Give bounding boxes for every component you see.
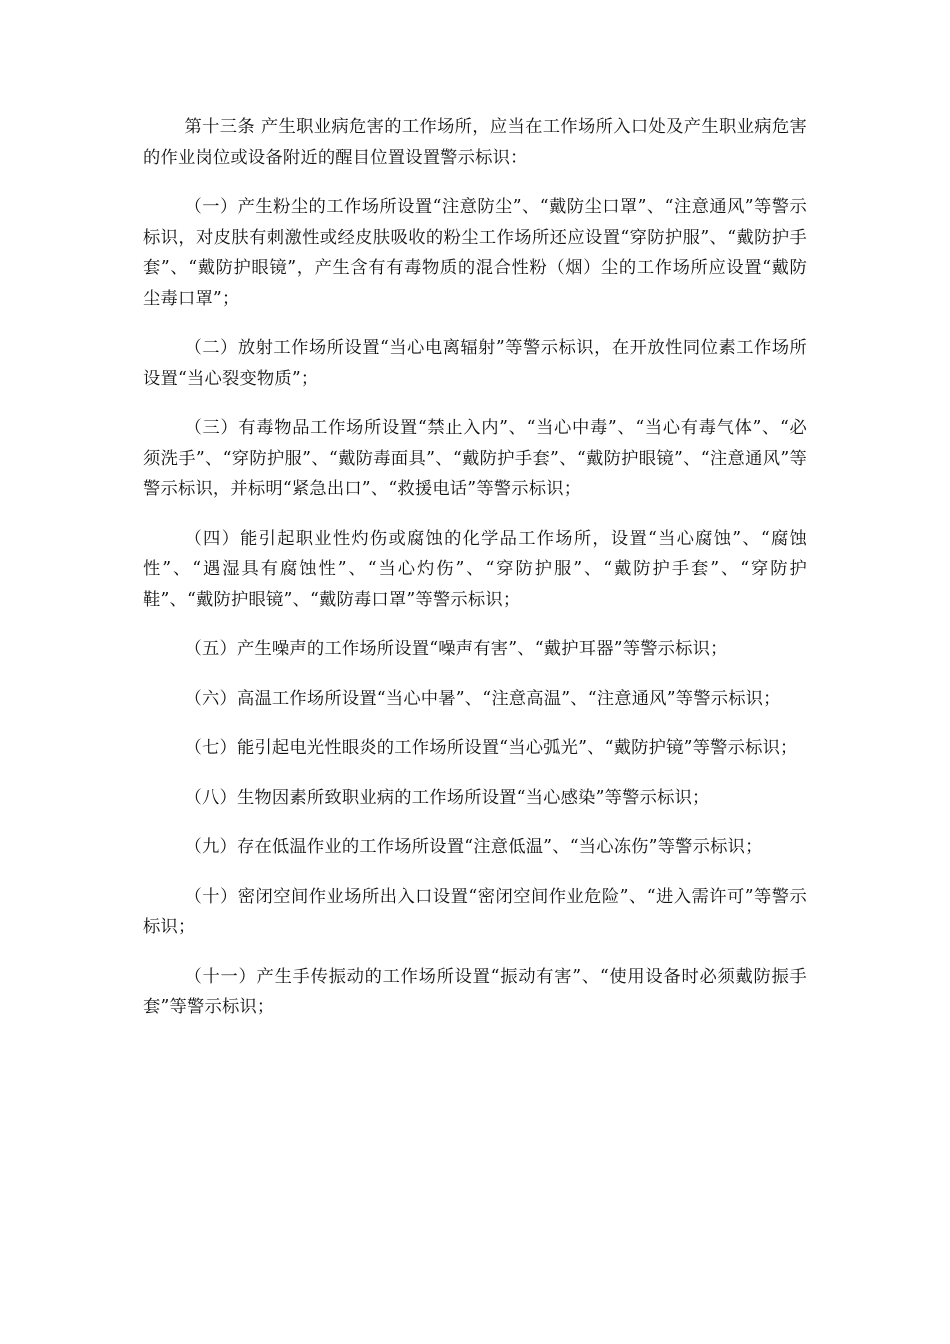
- clause-6-paragraph: （六）高温工作场所设置“当心中暑”、“注意高温”、“注意通风”等警示标识；: [184, 688, 781, 709]
- clause-5-paragraph: （五）产生噪声的工作场所设置“噪声有害”、“戴护耳器”等警示标识；: [184, 639, 728, 659]
- clause-10-paragraph: （十）密闭空间作业场所出入口设置“密闭空间作业危险”、“进入需许可”等警示标识；: [143, 886, 807, 937]
- clause-3-paragraph: （三）有毒物品工作场所设置“禁止入内”、“当心中毒”、“当心有毒气体”、“必须洗手”、“穿防护服”、“戴防毒面具”、“戴防护手套”、“戴防护眼镜”、“注意通风”等警示标识，并标明“紧急出口”、“救援电话”等警示标识；: [143, 418, 807, 499]
- clause-4-paragraph: （四）能引起职业性灼伤或腐蚀的化学品工作场所，设置“当心腐蚀”、“腐蚀性”、“遇湿具有腐蚀性”、“当心灼伤”、“穿防护服”、“戴防护手套”、“穿防护鞋”、“戴防护眼镜”、“戴防毒口罩”等警示标识；: [143, 528, 807, 610]
- document-page: [143, 112, 807, 1042]
- clause-9-paragraph: （九）存在低温作业的工作场所设置“注意低温”、“当心冻伤”等警示标识；: [184, 837, 763, 857]
- clause-1-paragraph: （一）产生粉尘的工作场所设置“注意防尘”、“戴防尘口罩”、“注意通风”等警示标识，对皮肤有刺激性或经皮肤吸收的粉尘工作场所还应设置“穿防护服”、“戴防护手套”、“戴防护眼镜”，产生含有有毒物质的混合性粉（烟）尘的工作场所应设置“戴防尘毒口罩”；: [143, 197, 807, 309]
- clause-11-paragraph: （十一）产生手传振动的工作场所设置“振动有害”、“使用设备时必须戴防振手套”等警示标识；: [143, 966, 807, 1017]
- clause-7-paragraph: （七）能引起电光性眼炎的工作场所设置“当心弧光”、“戴防护镜”等警示标识；: [184, 738, 798, 758]
- clause-8-paragraph: （八）生物因素所致职业病的工作场所设置“当心感染”等警示标识；: [184, 787, 710, 808]
- article-heading-paragraph: 第十三条 产生职业病危害的工作场所，应当在工作场所入口处及产生职业病危害的作业岗位或设备附近的醒目位置设置警示标识：: [143, 117, 807, 168]
- clause-2-paragraph: （二）放射工作场所设置“当心电离辐射”等警示标识，在开放性同位素工作场所设置“当心裂变物质”；: [143, 338, 807, 389]
